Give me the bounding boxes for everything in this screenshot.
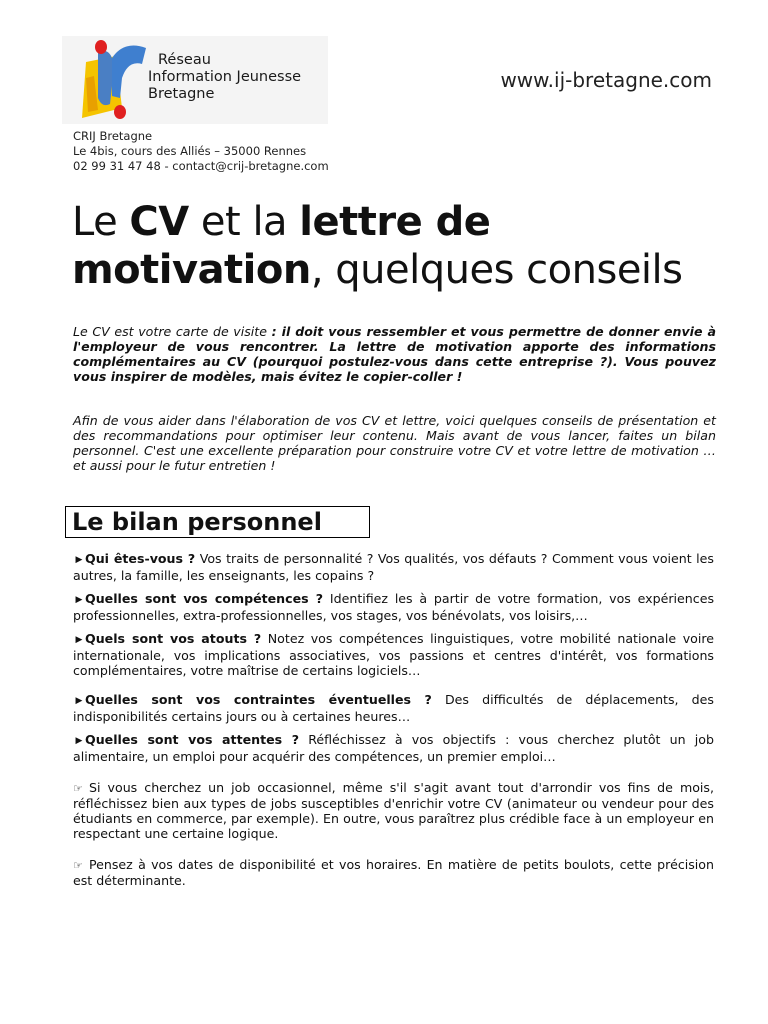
title-part-4: lettre de motivation bbox=[72, 199, 491, 293]
tip-text: Pensez à vos dates de disponibilité et vos horaires. En matière de petits boulots, cette précision est déterminante. bbox=[73, 857, 714, 888]
intro-paragraph bbox=[73, 324, 716, 384]
bullet-text: Identifiez les à partir de votre formation, vos expériences professionnelles, extra-professionnelles, vos stages, vos bénévolats, vos loisirs,… bbox=[73, 591, 714, 623]
arrow-right-icon: ▶ bbox=[75, 555, 83, 565]
arrow-right-icon: ▶ bbox=[75, 696, 83, 706]
intro-bold: : il doit vous ressembler et vous permettre de donner envie à l'employeur de vous rencontrer. La lettre de motivation apporte des informations complémentaires au CV (pourquoi postulez-vous dans cette entreprise ?). Vous pouvez vous inspirer de modèles, mais évitez le copier-coller ! bbox=[73, 324, 716, 384]
logo-text bbox=[148, 52, 301, 103]
arrow-right-icon: ▶ bbox=[75, 736, 83, 746]
title-part-3: et la bbox=[188, 199, 300, 245]
arrow-right-icon: ▶ bbox=[75, 635, 83, 645]
bullet-text: Réfléchissez à vos objectifs : vous cherchez plutôt un job alimentaire, un emploi pour acquérir des compétences, un premier emploi… bbox=[73, 732, 714, 764]
website-link[interactable]: www.ij-bretagne.com bbox=[500, 68, 712, 92]
bullet-question: Qui êtes-vous ? bbox=[85, 551, 196, 566]
title-part-2: CV bbox=[129, 199, 189, 245]
tip-item bbox=[73, 857, 714, 888]
logo-line-2: Information Jeunesse bbox=[148, 69, 302, 85]
bullet-item bbox=[73, 732, 714, 764]
bullet-item bbox=[73, 631, 714, 678]
tip-text: Si vous cherchez un job occasionnel, même s'il s'agit avant tout d'arrondir vos fins de mois, réfléchissez bien aux types de jobs susceptibles d'enrichir votre CV (animateur ou vendeur pour des étudiants en commerce, par exemple). En outre, vous paraîtrez plus crédible face à un employeur en respectant une certaine logique. bbox=[73, 780, 714, 841]
bullet-item bbox=[73, 692, 714, 724]
bullet-item bbox=[73, 591, 714, 623]
section-heading-box bbox=[65, 506, 370, 538]
bullet-text: Des difficultés de déplacements, des indisponibilités certains jours ou à certaines heures… bbox=[73, 692, 714, 724]
bullet-question: Quelles sont vos compétences ? bbox=[85, 591, 324, 606]
title-part-1: Le bbox=[72, 199, 130, 245]
logo bbox=[62, 36, 328, 124]
bullet-question: Quels sont vos atouts ? bbox=[85, 631, 262, 646]
bullet-text: Vos traits de personnalité ? Vos qualités, vos défauts ? Comment vous voient les autres, la famille, les enseignants, les copains ? bbox=[73, 551, 714, 583]
bullet-item bbox=[73, 551, 714, 583]
bullet-question: Quelles sont vos attentes ? bbox=[85, 732, 300, 747]
logo-line-1: Réseau bbox=[158, 52, 211, 68]
intro-normal: Le CV est votre carte de visite bbox=[73, 324, 272, 339]
page-title bbox=[72, 198, 732, 294]
bullet-question: Quelles sont vos contraintes éventuelles ? bbox=[85, 692, 432, 707]
pointing-hand-icon: ☞ bbox=[73, 782, 83, 795]
logo-line-3: Bretagne bbox=[148, 86, 215, 102]
bullet-text: Notez vos compétences linguistiques, votre mobilité nationale voire internationale, vos implications associatives, vos passions et centres d'intérêt, vos formations complémentaires, votre maîtrise de certains logiciels… bbox=[73, 631, 715, 678]
tip-item bbox=[73, 780, 714, 841]
bilan-list bbox=[73, 551, 714, 888]
address-street: Le 4bis, cours des Alliés – 35000 Rennes bbox=[73, 144, 307, 158]
address-contact: 02 99 31 47 48 - contact@crij-bretagne.com bbox=[73, 159, 329, 173]
arrow-right-icon: ▶ bbox=[75, 595, 83, 605]
title-part-5: , quelques conseils bbox=[310, 247, 683, 293]
aid-paragraph: Afin de vous aider dans l'élaboration de vos CV et lettre, voici quelques conseils de présentation et des recommandations pour optimiser leur contenu. Mais avant de vous lancer, faites un bilan personnel. C'est une excellente préparation pour construire votre CV et votre lettre de motivation … et aussi pour le futur entretien ! bbox=[73, 413, 716, 473]
address-org: CRIJ Bretagne bbox=[73, 129, 153, 143]
address-block bbox=[73, 129, 329, 174]
section-title: Le bilan personnel bbox=[72, 508, 322, 536]
pointing-hand-icon: ☞ bbox=[73, 859, 83, 872]
